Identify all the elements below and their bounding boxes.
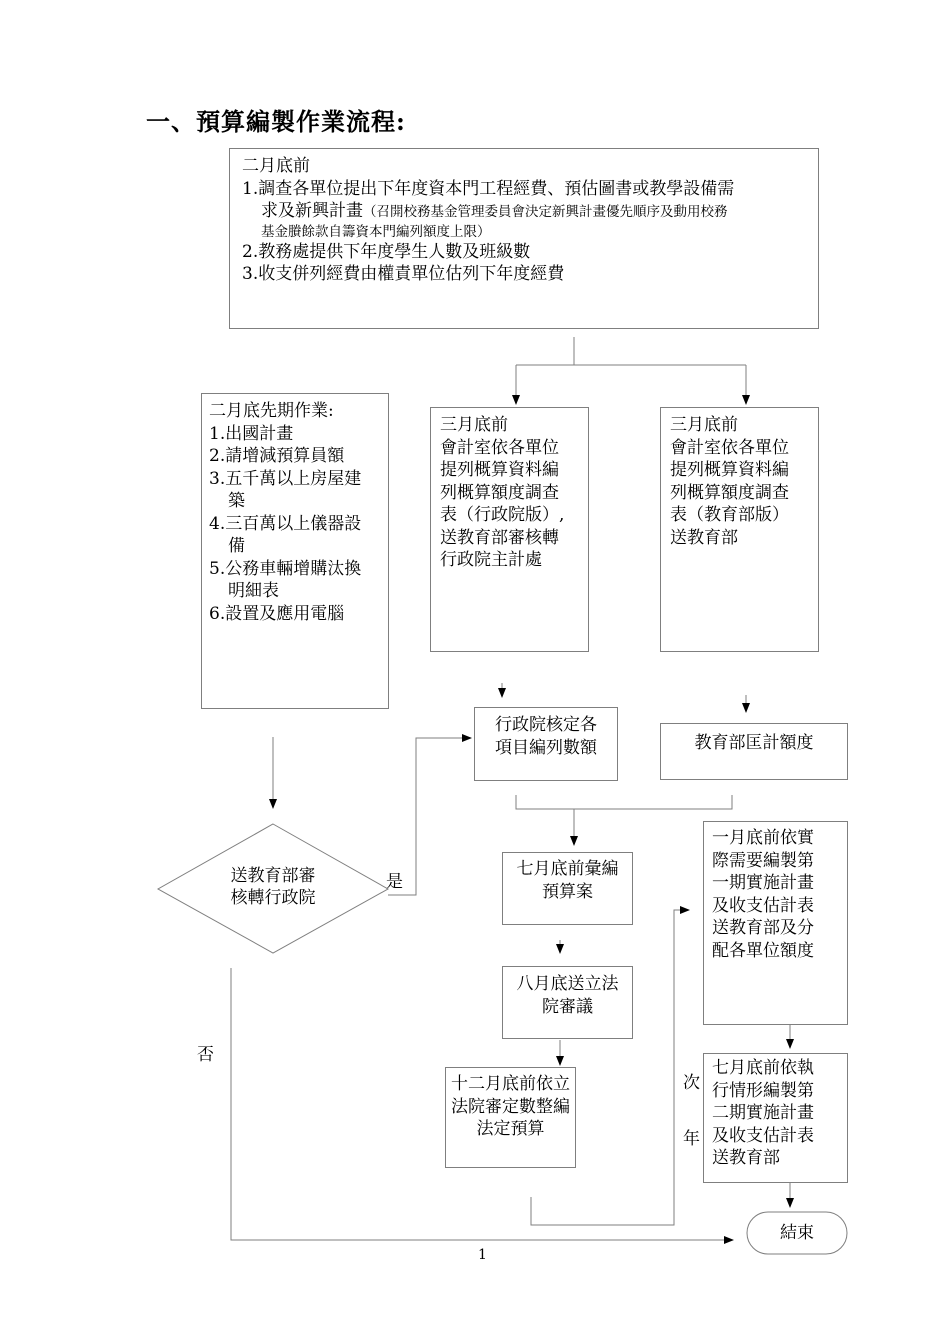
pre-item: 5.公務車輛增購汰換 <box>209 558 362 579</box>
ey-line: 行政院主計處 <box>440 550 542 570</box>
moe-line: 列概算額度調查 <box>670 482 789 503</box>
july2-line: 七月底前依執 <box>712 1058 814 1078</box>
next-year-char: 次 <box>683 1073 700 1093</box>
ey-approve-line: 項目編列數額 <box>495 737 597 758</box>
page-title: 一、預算編製作業流程: <box>146 107 406 136</box>
ey-line: 送教育部審核轉 <box>440 527 559 548</box>
box-july-compile <box>502 852 633 925</box>
connector-top-split <box>516 337 746 365</box>
jan-line: 一期實施計畫 <box>712 873 814 893</box>
box-dec-budget <box>445 1067 576 1168</box>
box-pre-work <box>201 393 389 709</box>
july2-line: 行情形編製第 <box>712 1080 814 1101</box>
aug-line: 院審議 <box>542 996 593 1017</box>
page-number: 1 <box>478 1247 487 1263</box>
moe-line: 送教育部 <box>670 527 738 548</box>
pre-item: 1.出國計畫 <box>209 423 294 444</box>
box-march-moe <box>660 407 819 652</box>
dec-line: 法院審定數整編 <box>451 1096 570 1117</box>
yes-label: 是 <box>386 872 403 892</box>
feb-item1-line1: 1.調查各單位提出下年度資本門工程經費、預估圖書或教學設備需 <box>242 178 735 199</box>
ey-line: 列概算額度調查 <box>440 482 559 503</box>
july2-line: 及收支估計表 <box>712 1125 814 1146</box>
diamond-line: 核轉行政院 <box>230 888 316 908</box>
feb-heading: 二月底前 <box>242 156 310 176</box>
no-label: 否 <box>197 1045 214 1065</box>
july2-line: 送教育部 <box>712 1148 780 1168</box>
pre-item: 6.設置及應用電腦 <box>209 603 345 624</box>
moe-line: 表（教育部版） <box>670 505 789 525</box>
ey-line: 表（行政院版）, <box>440 505 565 525</box>
july2-line: 二期實施計畫 <box>712 1103 814 1123</box>
pre-heading: 二月底先期作業: <box>209 401 334 421</box>
ey-approve-line: 行政院核定各 <box>495 715 597 735</box>
end-label: 結束 <box>780 1223 814 1243</box>
box-ey-approve <box>474 707 618 781</box>
ey-line: 會計室依各單位 <box>440 437 559 458</box>
connector-merge <box>516 795 732 809</box>
feb-item3: 3.收支併列經費由權責單位估列下年度經費 <box>242 264 565 284</box>
diamond-line: 送教育部審 <box>230 866 316 886</box>
feb-item2: 2.教務處提供下年度學生人數及班級數 <box>242 241 531 262</box>
ey-line: 三月底前 <box>440 415 508 435</box>
ey-line: 提列概算資料編 <box>440 460 559 480</box>
july-line: 預算案 <box>542 881 593 902</box>
dec-line: 法定預算 <box>476 1119 545 1139</box>
feb-item1-note2: 基金賸餘款自籌資本門編列額度上限） <box>261 223 491 240</box>
moe-line: 提列概算資料編 <box>670 460 789 480</box>
box-march-ey <box>430 407 589 652</box>
july-line: 七月底前彙編 <box>516 859 619 879</box>
box-jan-plan <box>703 821 848 1025</box>
jan-line: 及收支估計表 <box>712 895 814 916</box>
diamond-text <box>203 865 343 909</box>
feb-item1-line2: 求及新興計畫 <box>261 201 363 221</box>
pre-item: 2.請增減預算員額 <box>209 446 345 466</box>
box-moe-quota <box>660 723 848 780</box>
jan-line: 際需要編製第 <box>712 850 814 871</box>
box-feb-tasks <box>229 148 819 329</box>
pre-item-cont: 備 <box>228 536 245 556</box>
moe-line: 三月底前 <box>670 415 738 435</box>
next-year-char: 年 <box>683 1129 700 1149</box>
aug-line: 八月底送立法 <box>516 974 619 994</box>
pre-item: 3.五千萬以上房屋建 <box>209 468 362 489</box>
pre-item-cont: 明細表 <box>228 581 279 601</box>
jan-line: 一月底前依實 <box>712 828 814 848</box>
moe-quota-line: 教育部匡計額度 <box>694 733 814 753</box>
dec-line: 十二月底前依立 <box>451 1074 570 1094</box>
jan-line: 配各單位額度 <box>712 940 814 961</box>
box-july-phase2 <box>703 1053 848 1183</box>
jan-line: 送教育部及分 <box>712 918 814 938</box>
pre-item-cont: 築 <box>228 491 245 511</box>
feb-item1-note1: （召開校務基金管理委員會決定新興計畫優先順序及動用校務 <box>363 204 728 220</box>
pre-item: 4.三百萬以上儀器設 <box>209 513 362 534</box>
moe-line: 會計室依各單位 <box>670 437 789 458</box>
box-aug-legislature <box>502 966 633 1039</box>
